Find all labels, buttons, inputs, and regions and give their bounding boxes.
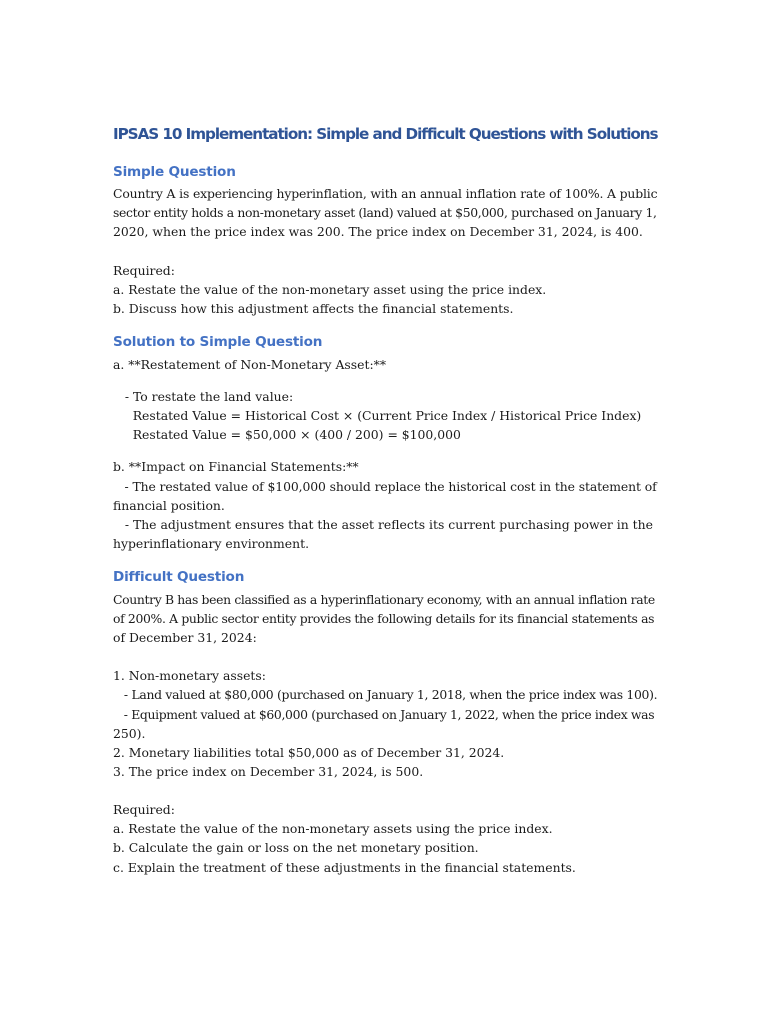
difficult-question-line: of December 31, 2024: [113,630,257,645]
simple-question-line: sector entity holds a non-monetary asset (land) valued at $50,000, purchased on January 1, [113,205,657,220]
simple-solution-line: financial position. [113,498,225,513]
difficult-question-line: - Land valued at $80,000 (purchased on January 1, 2018, when the price index was 100). [113,687,658,702]
difficult-question-heading: Difficult Question [113,569,245,585]
document-title: IPSAS 10 Implementation: Simple and Difficult Questions with Solutions [113,125,658,143]
difficult-question-line: a. Restate the value of the non-monetary assets using the price index. [113,821,553,836]
simple-solution-line: - The restated value of $100,000 should replace the historical cost in the statement of [113,479,657,494]
difficult-question-line: 3. The price index on December 31, 2024, is 500. [113,764,424,779]
difficult-question-line: c. Explain the treatment of these adjustments in the financial statements. [113,860,576,875]
simple-solution-line: hyperinflationary environment. [113,536,310,551]
difficult-question-required-label: Required: [113,802,175,817]
simple-solution-line: a. **Restatement of Non-Monetary Asset:** [113,357,387,372]
simple-question-required-label: Required: [113,263,175,278]
difficult-question-line: - Equipment valued at $60,000 (purchased on January 1, 2022, when the price index was [113,707,655,722]
simple-solution-heading: Solution to Simple Question [113,334,323,350]
simple-solution-formula: Restated Value = $50,000 × (400 / 200) = $100,000 [113,427,461,442]
simple-question-line: Country A is experiencing hyperinflation, with an annual inflation rate of 100%. A public [113,186,658,201]
difficult-question-line: b. Calculate the gain or loss on the net monetary position. [113,840,479,855]
difficult-question-line: of 200%. A public sector entity provides the following details for its financial statements as [113,611,655,626]
simple-question-line: b. Discuss how this adjustment affects the financial statements. [113,301,514,316]
simple-solution-line: b. **Impact on Financial Statements:** [113,459,359,474]
simple-question-line: 2020, when the price index was 200. The price index on December 31, 2024, is 400. [113,224,643,239]
simple-solution-formula: Restated Value = Historical Cost × (Current Price Index / Historical Price Index) [113,408,642,423]
difficult-question-line: Country B has been classified as a hyperinflationary economy, with an annual inflation rate [113,592,655,607]
difficult-question-line: 250). [113,726,146,741]
simple-solution-line: - To restate the land value: [113,389,294,404]
simple-question-line: a. Restate the value of the non-monetary asset using the price index. [113,282,547,297]
difficult-question-line: 2. Monetary liabilities total $50,000 as of December 31, 2024. [113,745,505,760]
difficult-question-line: 1. Non-monetary assets: [113,668,266,683]
simple-solution-line: - The adjustment ensures that the asset reflects its current purchasing power in the [113,517,653,532]
simple-question-heading: Simple Question [113,164,236,180]
